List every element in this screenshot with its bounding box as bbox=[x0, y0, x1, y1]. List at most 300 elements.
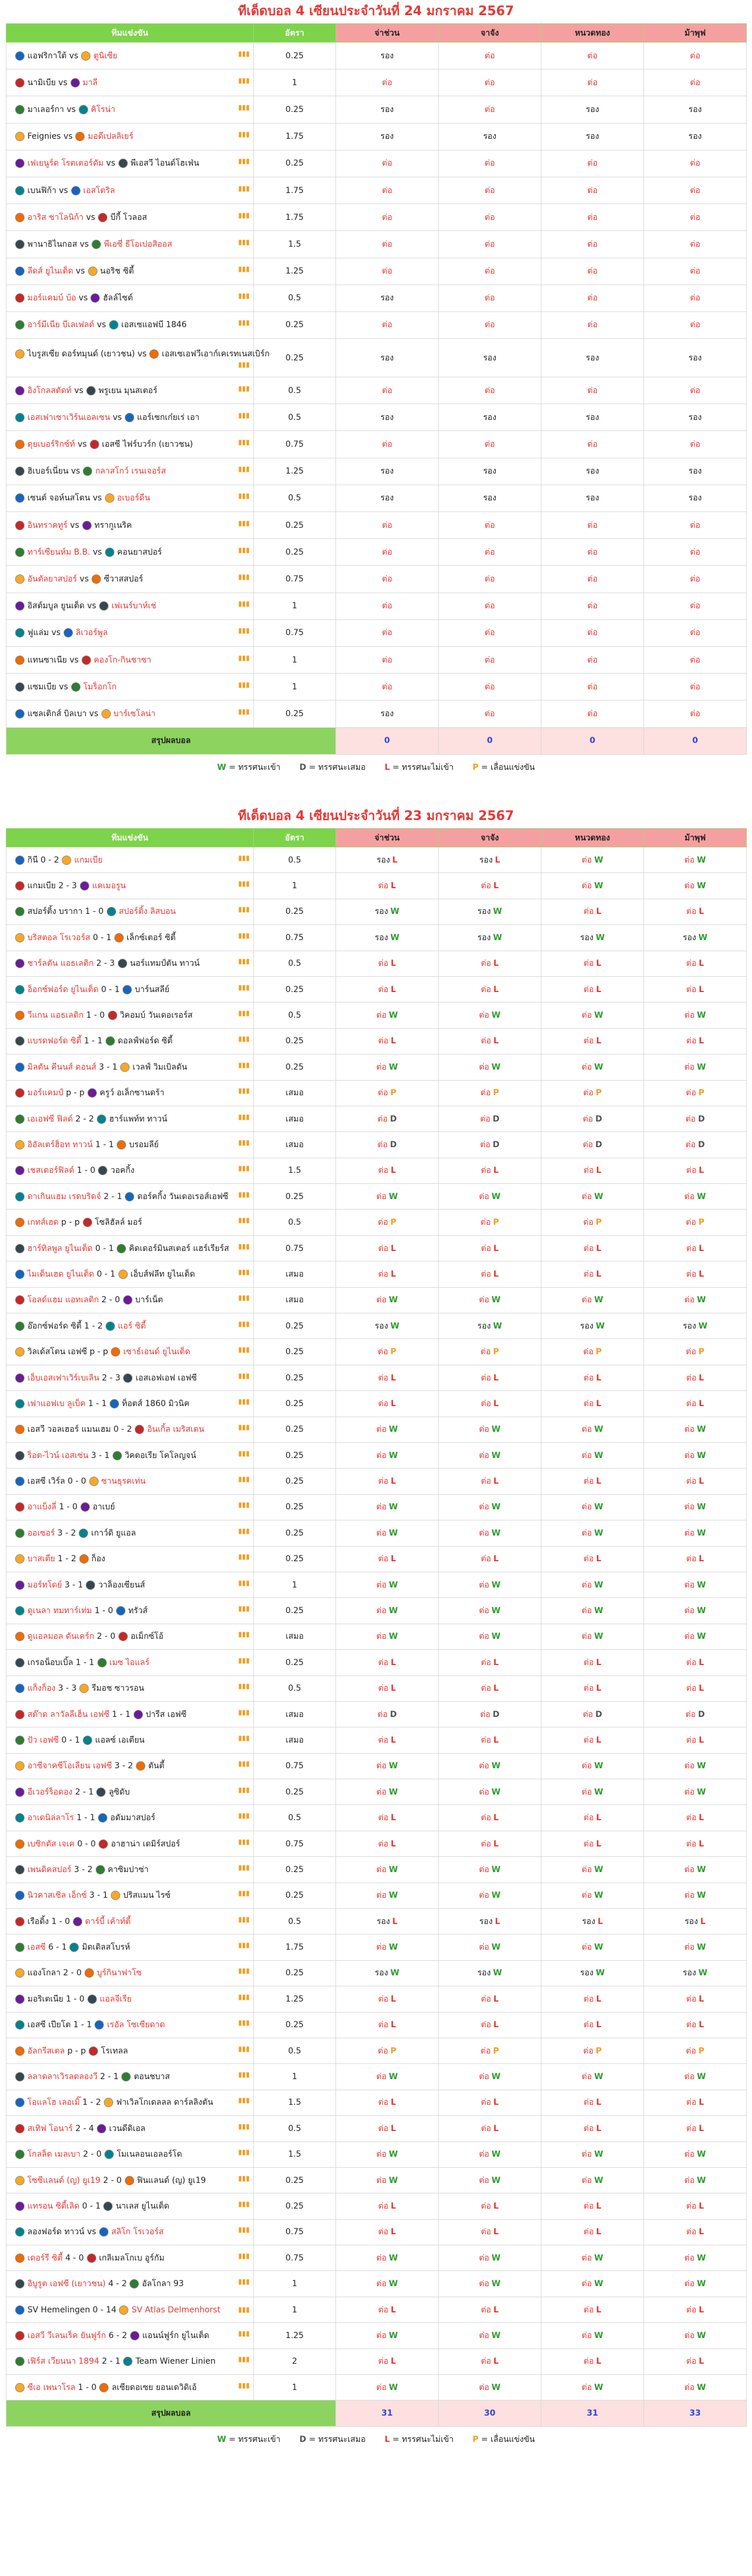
home-team[interactable]: บาสเตีย bbox=[27, 1554, 55, 1564]
stats-chart-icon[interactable]: ▮▮▮ bbox=[238, 1889, 250, 1898]
tip-side: ต่อ bbox=[587, 440, 598, 450]
tip-cell bbox=[336, 1417, 439, 1442]
stats-chart-icon[interactable]: ▮▮▮ bbox=[238, 76, 250, 85]
home-team[interactable]: มอริเตเนีย bbox=[27, 1994, 64, 2004]
away-team[interactable]: มอดีเปลลิเยร์ bbox=[88, 132, 134, 142]
home-team[interactable]: พานาธิไนกอส bbox=[27, 239, 78, 249]
away-team[interactable]: บูร์กินาฟาโซ bbox=[96, 1968, 142, 1978]
stats-chart-icon[interactable]: ▮▮▮ bbox=[238, 1915, 250, 1923]
away-team[interactable]: เล็กซ์เตอร์ ซิตี้ bbox=[126, 933, 176, 942]
home-team[interactable]: อาริส ซาโลนิก้า bbox=[27, 212, 84, 222]
stats-chart-icon[interactable]: ▮▮▮ bbox=[238, 1656, 250, 1664]
stats-chart-icon[interactable]: ▮▮▮ bbox=[238, 1216, 250, 1225]
home-team[interactable]: ซีเอ เพนาโรล bbox=[27, 2382, 76, 2392]
away-team[interactable]: ฟาเวิลโกเดลลล ดาร์ลลิงตัน bbox=[116, 2098, 214, 2108]
stats-chart-icon[interactable]: ▮▮▮ bbox=[238, 211, 250, 219]
stats-chart-icon[interactable]: ▮▮▮ bbox=[238, 2174, 250, 2182]
away-team[interactable]: คอนยาสปอร์ bbox=[117, 547, 162, 557]
away-team[interactable]: ก็อง bbox=[91, 1554, 106, 1564]
home-team[interactable]: เอสวี วีเลนเร็ค ยันฟูร์ก bbox=[27, 2330, 106, 2340]
away-team[interactable]: เอสซี ไฟร์บวร์ก (เยาวชน) bbox=[102, 440, 193, 450]
away-badge-icon bbox=[118, 1270, 128, 1279]
home-team[interactable]: เฟาแอฟเบ ลูเบ็ค bbox=[27, 1399, 86, 1408]
away-team[interactable]: สลิโก โรเวอร์ส bbox=[111, 2227, 164, 2237]
home-team[interactable]: นิวคาสเซิล เอ็กซ์ bbox=[27, 1891, 87, 1901]
home-team[interactable]: สต๊าด ลาวัลลีเฮ็น เอฟซี bbox=[27, 1709, 110, 1719]
home-team[interactable]: นามิเบีย bbox=[27, 78, 56, 87]
away-team[interactable]: อัลโกลา 93 bbox=[142, 2279, 184, 2289]
away-team[interactable]: แอลซ์ เอเตียน bbox=[95, 1735, 145, 1745]
home-team[interactable]: วีแกน แอธเลติก bbox=[27, 1011, 84, 1021]
tip-cell bbox=[644, 899, 747, 924]
away-team[interactable]: บาร์เซโลน่า bbox=[113, 709, 156, 719]
stats-chart-icon[interactable]: ▮▮▮ bbox=[238, 2277, 250, 2286]
tip-side: ต่อ bbox=[479, 1450, 489, 1460]
away-team[interactable]: วิคตอเรีย โคโลญจน์ bbox=[124, 1450, 197, 1460]
stats-chart-icon[interactable]: ▮▮▮ bbox=[238, 1501, 250, 1509]
home-team[interactable]: เบซิกตัส เจเค bbox=[27, 1839, 75, 1849]
tip-result: L bbox=[390, 1813, 396, 1823]
away-team[interactable]: บีกี้ โวลอส bbox=[110, 212, 147, 222]
score: 1 - 1 bbox=[111, 1709, 131, 1719]
tip-side: ต่อ bbox=[686, 1684, 697, 1694]
away-team[interactable]: เกลิเมลโกเบ อูร์กัม bbox=[99, 2253, 165, 2263]
stats-chart-icon[interactable]: ▮▮▮ bbox=[238, 1630, 250, 1639]
away-team[interactable]: แกมเบีย bbox=[74, 855, 103, 865]
rate-cell: 2 bbox=[254, 2349, 336, 2374]
home-team[interactable]: ดูแอลมอล ดันเคร์ก bbox=[27, 1632, 95, 1642]
rate-cell: 0.5 bbox=[254, 1003, 336, 1028]
away-team[interactable]: แอร์ ซิตี้ bbox=[118, 1321, 146, 1331]
tip-cell bbox=[541, 1054, 644, 1080]
away-badge-icon bbox=[98, 1813, 107, 1823]
home-team[interactable]: วิลเด้สโตน เอฟซี bbox=[27, 1347, 88, 1357]
tip-result: W bbox=[594, 1632, 603, 1642]
away-team[interactable]: คาซิมปาซ่า bbox=[107, 1864, 149, 1874]
match-cell bbox=[6, 700, 254, 727]
away-team[interactable]: ลเซียดอเซย ยอนเดวิดิเอ้ bbox=[111, 2382, 197, 2392]
home-team[interactable]: สปอร์ติ้ง บรากา bbox=[27, 907, 83, 917]
stats-chart-icon[interactable]: ▮▮▮ bbox=[238, 2044, 250, 2053]
stats-chart-icon[interactable]: ▮▮▮ bbox=[238, 2329, 250, 2337]
stats-chart-icon[interactable]: ▮▮▮ bbox=[238, 957, 250, 966]
away-team[interactable]: คองโก-กินชาซา bbox=[93, 655, 152, 665]
away-team[interactable]: ตันตี้ bbox=[148, 1761, 165, 1771]
stats-chart-icon[interactable]: ▮▮▮ bbox=[238, 318, 250, 327]
away-team[interactable]: ดาร์บี้ เค้าท์ตี้ bbox=[85, 1916, 131, 1926]
away-team[interactable]: วาล็องเซียนส์ bbox=[98, 1580, 145, 1590]
tip-side: ต่อ bbox=[481, 881, 491, 891]
away-team[interactable]: ตอนชบาส bbox=[134, 2072, 170, 2082]
away-team[interactable]: พรูเยน มุนสเตอร์ bbox=[98, 385, 158, 395]
home-team[interactable]: มิลตัน คีนนส์ ดอนส์ bbox=[27, 1062, 97, 1072]
tip-cell bbox=[336, 404, 439, 431]
stats-chart-icon[interactable]: ▮▮▮ bbox=[238, 2381, 250, 2389]
home-team[interactable]: สเทิฟ โอนาร์ bbox=[27, 2123, 73, 2133]
stats-chart-icon[interactable]: ▮▮▮ bbox=[238, 983, 250, 991]
away-team[interactable]: บรอมลีย์ bbox=[129, 1140, 159, 1149]
stats-chart-icon[interactable]: ▮▮▮ bbox=[238, 1397, 250, 1406]
home-team[interactable]: แซลเติกส์ บิลเบา bbox=[27, 709, 87, 719]
tip-side: รอง bbox=[375, 1968, 389, 1978]
home-team[interactable]: มาเลอร์กา bbox=[27, 104, 64, 114]
home-team[interactable]: เชสเตอร์ฟิลด์ bbox=[27, 1166, 75, 1176]
home-team[interactable]: อาแบ็งลี่ bbox=[27, 1502, 57, 1512]
away-team[interactable]: ปริสแมน ไรซ์ bbox=[123, 1891, 171, 1901]
away-team[interactable]: เมซ ไอแลร์ bbox=[109, 1657, 150, 1667]
stats-chart-icon[interactable]: ▮▮▮ bbox=[238, 879, 250, 888]
tip-cell bbox=[336, 899, 439, 924]
stats-chart-icon[interactable]: ▮▮▮ bbox=[238, 1009, 250, 1018]
away-team[interactable]: SV Atlas Delmenhorst bbox=[131, 2305, 221, 2315]
stats-chart-icon[interactable]: ▮▮▮ bbox=[238, 1371, 250, 1380]
away-team[interactable]: ดอลฟ์ฟอร์ด ซิตี้ bbox=[117, 1036, 173, 1046]
home-team[interactable]: มอร์ทโดย์ bbox=[27, 1580, 62, 1590]
away-team[interactable]: โมร็อกโก bbox=[83, 682, 117, 692]
away-team[interactable]: พีเอสวี ไอนด์โฮเฟ่น bbox=[130, 159, 200, 169]
stats-chart-icon[interactable]: ▮▮▮ bbox=[238, 545, 250, 554]
home-team[interactable]: ดูเนลา ทมทาร์เท่ม bbox=[27, 1606, 92, 1616]
away-team[interactable]: แอนน์ฟูร์ก ยูไนเต็ด bbox=[142, 2330, 209, 2340]
home-team[interactable]: ลลาดลาเวิรลตลองวี bbox=[27, 2072, 98, 2082]
home-team[interactable]: อิบูรูต เอฟซี (เยาวชน) bbox=[27, 2279, 106, 2289]
home-team[interactable]: เอสเฟาเซาเวิร์นเอลเซน bbox=[27, 412, 110, 422]
stats-chart-icon[interactable]: ▮▮▮ bbox=[238, 384, 250, 392]
away-team[interactable]: โซลิฮัลล์ มอร์ bbox=[95, 1218, 142, 1228]
away-team[interactable]: รีมอช ซาวรอน bbox=[92, 1684, 145, 1694]
home-team[interactable]: เรือดิ้ง bbox=[27, 1916, 49, 1926]
home-team[interactable]: อาร์มีเนีย บีเลเฟลด์ bbox=[27, 320, 95, 330]
away-badge-icon bbox=[92, 240, 101, 249]
away-team[interactable]: มิดเดิลสโบรห์ bbox=[82, 1943, 130, 1953]
legend-postponed-text: = เลื่อนแข่งขัน bbox=[481, 2434, 535, 2444]
stats-chart-icon[interactable]: ▮▮▮ bbox=[238, 600, 250, 608]
home-team[interactable]: โอแลโฮ เลอเมิ๊ bbox=[27, 2098, 80, 2108]
home-team[interactable]: เพนดิคสปอร์ bbox=[27, 1864, 72, 1874]
stats-chart-icon[interactable]: ▮▮▮ bbox=[238, 411, 250, 419]
tip-cell bbox=[439, 1442, 541, 1468]
home-team[interactable]: เอสซี เปียโต bbox=[27, 2020, 71, 2030]
stats-chart-icon[interactable]: ▮▮▮ bbox=[238, 360, 250, 369]
stats-chart-icon[interactable]: ▮▮▮ bbox=[238, 626, 250, 635]
away-team[interactable]: คิดเดอร์มินสเตอร์ แฮร์เรียร์ส bbox=[129, 1243, 229, 1253]
stats-chart-icon[interactable]: ▮▮▮ bbox=[238, 2200, 250, 2208]
away-team[interactable]: แคเมอรูน bbox=[92, 881, 126, 891]
home-team[interactable]: แบรดฟอร์ด ซิตี้ bbox=[27, 1036, 82, 1046]
away-team[interactable]: วอคกิ้ง bbox=[110, 1166, 135, 1176]
stats-chart-icon[interactable]: ▮▮▮ bbox=[238, 1423, 250, 1432]
home-team[interactable]: อันตัลยาสปอร์ bbox=[27, 574, 78, 584]
away-team[interactable]: ตูนิเซีย bbox=[93, 51, 118, 61]
away-team[interactable]: แอลจีเรีย bbox=[99, 1994, 132, 2004]
away-badge-icon bbox=[90, 293, 100, 303]
stats-chart-icon[interactable]: ▮▮▮ bbox=[238, 1190, 250, 1198]
away-team[interactable]: มาลี bbox=[82, 78, 98, 87]
stats-chart-icon[interactable]: ▮▮▮ bbox=[238, 2305, 250, 2314]
away-team[interactable]: เวลฟ์ วิมเบิลดัน bbox=[132, 1062, 187, 1072]
away-team[interactable]: เกาว์ดิ ยูแอล bbox=[91, 1528, 137, 1538]
away-team[interactable]: อดัมมาสปอร์ bbox=[110, 1813, 156, 1823]
table-row bbox=[6, 204, 747, 231]
away-team[interactable]: ฮาร์แพท์ท ทาวน์ bbox=[109, 1114, 167, 1124]
stats-chart-icon[interactable]: ▮▮▮ bbox=[238, 572, 250, 581]
stats-chart-icon[interactable]: ▮▮▮ bbox=[238, 1552, 250, 1561]
tip-side: ต่อ bbox=[583, 1347, 594, 1357]
summary-label: สรุปผลบอล bbox=[6, 727, 336, 754]
stats-chart-icon[interactable]: ▮▮▮ bbox=[238, 1837, 250, 1846]
home-team[interactable]: อัลกรีสเตล bbox=[27, 2046, 65, 2056]
home-team[interactable]: ปัว เอฟซี bbox=[27, 1735, 59, 1745]
home-team[interactable]: อาซีจาคซีโอเลียน เอฟซี bbox=[27, 1761, 112, 1771]
col-tipster-3: หนวดทอง bbox=[541, 829, 644, 847]
away-team[interactable]: คิโรน่า bbox=[90, 104, 116, 114]
stats-chart-icon[interactable]: ▮▮▮ bbox=[238, 853, 250, 862]
away-team[interactable]: อาเบย์ bbox=[92, 1502, 115, 1512]
stats-chart-icon[interactable]: ▮▮▮ bbox=[238, 1319, 250, 1328]
away-team[interactable]: ลิเวอร์พูล bbox=[75, 628, 108, 638]
tip-cell bbox=[644, 2142, 747, 2167]
home-team[interactable]: SV Hemelingen bbox=[27, 2305, 90, 2315]
tip-result: W bbox=[389, 2175, 398, 2185]
home-badge-icon bbox=[15, 1295, 25, 1305]
away-team[interactable]: โมเนลอนเอลอร์โด bbox=[117, 2150, 183, 2160]
rate-cell: 0.5 bbox=[254, 404, 336, 431]
home-team[interactable]: เอเอฟซี ฟิลด์ bbox=[27, 1114, 73, 1124]
home-team[interactable]: เอสซี เวิร์ล bbox=[27, 1477, 65, 1487]
home-team[interactable]: แก็งก็อง bbox=[27, 1684, 56, 1694]
stats-chart-icon[interactable]: ▮▮▮ bbox=[238, 518, 250, 527]
home-team[interactable]: แซมเบีย bbox=[27, 682, 57, 692]
home-team[interactable]: แอฟริกาใต้ bbox=[27, 51, 67, 61]
tip-side: ต่อ bbox=[583, 1657, 594, 1667]
home-team[interactable]: ดาเกินแฮม เรดบริดจ์ bbox=[27, 1191, 102, 1201]
home-team[interactable]: เกรอน็อบเบิ้ล bbox=[27, 1657, 74, 1667]
stats-chart-icon[interactable]: ▮▮▮ bbox=[238, 1604, 250, 1613]
stats-chart-icon[interactable]: ▮▮▮ bbox=[238, 2096, 250, 2105]
away-team[interactable]: นอริช ซิตี้ bbox=[100, 267, 134, 276]
away-team[interactable]: อเม็กซ์โอ้ bbox=[130, 1632, 164, 1642]
tip-result: W bbox=[697, 1761, 706, 1771]
tip-side: ต่อ bbox=[686, 1839, 697, 1849]
home-team[interactable]: อิอัลเตร์ฮ็อท ทาวน์ bbox=[27, 1140, 93, 1149]
stats-chart-icon[interactable]: ▮▮▮ bbox=[238, 265, 250, 274]
away-team[interactable]: ปารีส เอฟซี bbox=[145, 1709, 187, 1719]
tip-cell bbox=[439, 1261, 541, 1287]
away-team[interactable]: เวนดีดิเอล bbox=[109, 2123, 146, 2133]
away-team[interactable]: ทรากูเนริค bbox=[94, 520, 132, 530]
home-team[interactable]: อิงโกลสตัดท์ bbox=[27, 385, 72, 395]
home-team[interactable]: บริสตอล โรเวอร์ส bbox=[27, 933, 90, 942]
home-team[interactable]: อิสต์มบูล ยูนเต็ด bbox=[27, 601, 85, 611]
stats-chart-icon[interactable]: ▮▮▮ bbox=[238, 157, 250, 166]
away-team[interactable]: ท็อตส์ 1860 มิวนิค bbox=[121, 1399, 190, 1408]
stats-chart-icon[interactable]: ▮▮▮ bbox=[238, 465, 250, 474]
tip-cell bbox=[439, 566, 541, 593]
home-team[interactable]: เอสซี bbox=[27, 1943, 46, 1953]
home-team[interactable]: ฟูแล่ม bbox=[27, 628, 49, 638]
stats-chart-icon[interactable]: ▮▮▮ bbox=[238, 2018, 250, 2027]
home-team[interactable]: ร็อต-ไวน์ เอสเซ่น bbox=[27, 1450, 89, 1460]
stats-chart-icon[interactable]: ▮▮▮ bbox=[238, 1060, 250, 1069]
stats-chart-icon[interactable]: ▮▮▮ bbox=[238, 184, 250, 192]
away-team[interactable]: ฟินแลนด์ (ญ) ยูเ19 bbox=[137, 2175, 206, 2185]
tip-result: L bbox=[698, 2305, 704, 2315]
away-team[interactable]: พีเอซี่ ธีโอเปอสิออส bbox=[104, 239, 172, 249]
stats-chart-icon[interactable]: ▮▮▮ bbox=[238, 1733, 250, 1742]
away-team[interactable]: สปอร์ติ้ง ลิสบอน bbox=[118, 907, 176, 917]
away-team[interactable]: ฮัลล์ไซต์ bbox=[103, 293, 133, 303]
away-team[interactable]: ดอร์คกิ้ง วันเดอเรอส์เอฟซี bbox=[137, 1191, 229, 1201]
home-team[interactable]: เอสวี วอลเฮอร์ แมนเฮม bbox=[27, 1425, 111, 1435]
stats-chart-icon[interactable]: ▮▮▮ bbox=[238, 1112, 250, 1121]
away-team[interactable]: ซานธุรคเท่น bbox=[101, 1477, 146, 1487]
home-team[interactable]: แองโกลา bbox=[27, 1968, 61, 1978]
away-team[interactable]: กลาสโกว์ เรนเจอร์ส bbox=[95, 467, 166, 476]
away-team[interactable]: เอสเซเอฟวีเอาก์เคเรทเนสเบิร์ก bbox=[162, 349, 270, 359]
home-team[interactable]: Feignies bbox=[27, 132, 61, 142]
home-team[interactable]: โซซีแลนด์ (ญ) ยูเ19 bbox=[27, 2175, 101, 2185]
stats-chart-icon[interactable]: ▮▮▮ bbox=[238, 905, 250, 914]
stats-chart-icon[interactable]: ▮▮▮ bbox=[238, 2148, 250, 2157]
home-team[interactable]: กินี bbox=[27, 855, 39, 865]
home-team[interactable]: ไบรูสเซีย ดอร์ทมุนด์ (เยาวชน) bbox=[27, 349, 135, 359]
match-cell bbox=[6, 1132, 254, 1158]
home-team[interactable]: เอ็บเอสเฟาเวิร์เบเลิน bbox=[27, 1373, 100, 1383]
home-team[interactable]: เฟิร์ส เวียนนา 1894 bbox=[27, 2357, 100, 2367]
away-team[interactable]: เรอัล โซเซียดาด bbox=[107, 2020, 165, 2030]
stats-chart-icon[interactable]: ▮▮▮ bbox=[238, 680, 250, 689]
home-team[interactable]: แกมเบีย bbox=[27, 881, 56, 891]
away-team[interactable]: วิคอมบ์ วันเดอเรอร์ส bbox=[120, 1011, 193, 1021]
home-team[interactable]: ออเซอร์ bbox=[27, 1528, 55, 1538]
home-team[interactable]: ฮิเบอร์เนี่ยน bbox=[27, 467, 69, 476]
away-team[interactable]: อินเกิ้ล เมริสเตน bbox=[147, 1425, 205, 1435]
stats-chart-icon[interactable]: ▮▮▮ bbox=[238, 1992, 250, 2001]
home-team[interactable]: แทนซาเนีย bbox=[27, 655, 67, 665]
away-team[interactable]: เอ็บส์ฟลีท ยูไนเต็ด bbox=[130, 1269, 195, 1279]
away-team[interactable]: อเบอร์ดีน bbox=[117, 493, 151, 503]
away-team[interactable]: เอสโตริล bbox=[83, 185, 115, 195]
stats-chart-icon[interactable]: ▮▮▮ bbox=[238, 1785, 250, 1794]
away-team[interactable]: บาร์นสลีย์ bbox=[135, 984, 170, 994]
home-team[interactable]: อินทราคทูร์ bbox=[27, 520, 68, 530]
stats-chart-icon[interactable]: ▮▮▮ bbox=[238, 292, 250, 300]
stats-chart-icon[interactable]: ▮▮▮ bbox=[238, 1475, 250, 1484]
stats-chart-icon[interactable]: ▮▮▮ bbox=[238, 1863, 250, 1871]
stats-chart-icon[interactable]: ▮▮▮ bbox=[238, 2355, 250, 2364]
home-team[interactable]: เกทส์เฮด bbox=[27, 1218, 59, 1228]
stats-chart-icon[interactable]: ▮▮▮ bbox=[238, 653, 250, 662]
stats-chart-icon[interactable]: ▮▮▮ bbox=[238, 1682, 250, 1691]
away-team[interactable]: นอร์แทมป์ตัน ทาวน์ bbox=[130, 959, 200, 969]
stats-chart-icon[interactable]: ▮▮▮ bbox=[238, 1345, 250, 1354]
tip-cell bbox=[439, 700, 541, 727]
home-team[interactable]: เฟเยนูร์ด โรตเตอร์ดัม bbox=[27, 159, 104, 169]
tip-result: D bbox=[492, 1709, 500, 1719]
tip-cell bbox=[541, 2323, 644, 2349]
home-team[interactable]: โกลล็ด เมลเบา bbox=[27, 2150, 81, 2160]
stats-chart-icon[interactable]: ▮▮▮ bbox=[238, 2070, 250, 2079]
stats-chart-icon[interactable]: ▮▮▮ bbox=[238, 1449, 250, 1457]
away-team[interactable]: เอสเอฟเอฟ เอฟซี bbox=[135, 1373, 197, 1383]
home-team[interactable]: อีเวอร์ร็อดอง bbox=[27, 1787, 73, 1797]
stats-chart-icon[interactable]: ▮▮▮ bbox=[238, 1760, 250, 1768]
stats-chart-icon[interactable]: ▮▮▮ bbox=[238, 1164, 250, 1173]
stats-chart-icon[interactable]: ▮▮▮ bbox=[238, 1578, 250, 1587]
stats-chart-icon[interactable]: ▮▮▮ bbox=[238, 1138, 250, 1147]
home-team[interactable]: เซนต์ จอห์นสโตน bbox=[27, 493, 90, 503]
stats-chart-icon[interactable]: ▮▮▮ bbox=[238, 130, 250, 139]
away-team[interactable]: บาร์เน็ต bbox=[135, 1295, 163, 1305]
stats-chart-icon[interactable]: ▮▮▮ bbox=[238, 1242, 250, 1250]
stats-chart-icon[interactable]: ▮▮▮ bbox=[238, 931, 250, 940]
away-team[interactable]: เอสเซแอฟบี 1846 bbox=[121, 320, 187, 330]
stats-chart-icon[interactable]: ▮▮▮ bbox=[238, 2225, 250, 2234]
stats-chart-icon[interactable]: ▮▮▮ bbox=[238, 1708, 250, 1716]
home-team[interactable]: มอร์แคมบ์ บ้อ bbox=[27, 293, 76, 303]
stats-chart-icon[interactable]: ▮▮▮ bbox=[238, 103, 250, 111]
stats-chart-icon[interactable]: ▮▮▮ bbox=[238, 237, 250, 246]
stats-chart-icon[interactable]: ▮▮▮ bbox=[238, 2122, 250, 2130]
away-team[interactable]: อาฮาน่า เดมิร์สปอร์ bbox=[111, 1839, 180, 1849]
stats-chart-icon[interactable]: ▮▮▮ bbox=[238, 2251, 250, 2260]
home-team[interactable]: มอร์แคมป์ bbox=[27, 1088, 64, 1098]
stats-chart-icon[interactable]: ▮▮▮ bbox=[238, 1526, 250, 1535]
stats-chart-icon[interactable]: ▮▮▮ bbox=[238, 1294, 250, 1302]
home-team[interactable]: ชาร์ลตัน แอธเลติก bbox=[27, 959, 94, 969]
stats-chart-icon[interactable]: ▮▮▮ bbox=[238, 1267, 250, 1276]
away-team[interactable]: เซาธ์เอนด์ ยูไนเต็ด bbox=[123, 1347, 191, 1357]
away-team[interactable]: โรเทลล bbox=[101, 2046, 128, 2056]
away-team[interactable]: ครูว์ อเล็กซานดร้า bbox=[99, 1088, 165, 1098]
away-team[interactable]: ลูซิดับ bbox=[109, 1787, 130, 1797]
table-row bbox=[6, 700, 747, 727]
stats-chart-icon[interactable]: ▮▮▮ bbox=[238, 1811, 250, 1820]
away-team[interactable]: นาเลส ยูไนเต็ด bbox=[116, 2202, 170, 2211]
tip-cell bbox=[644, 1831, 747, 1856]
stats-chart-icon[interactable]: ▮▮▮ bbox=[238, 1087, 250, 1095]
home-team[interactable]: ฮาร์ทิลพูล ยูไนเต็ด bbox=[27, 1243, 93, 1253]
stats-chart-icon[interactable]: ▮▮▮ bbox=[238, 49, 250, 58]
away-team[interactable]: ซีวาสสปอร์ bbox=[104, 574, 144, 584]
tip-side: ต่อ bbox=[378, 1657, 389, 1667]
away-team[interactable]: Team Wiener Linien bbox=[135, 2357, 216, 2367]
stats-chart-icon[interactable]: ▮▮▮ bbox=[238, 1035, 250, 1043]
home-team[interactable]: เดอร์รี ซิตี้ bbox=[27, 2253, 63, 2263]
away-team[interactable]: ทรัวส์ bbox=[128, 1606, 148, 1616]
home-team[interactable]: ลีดส์ ยูไนเต็ด bbox=[27, 267, 74, 276]
home-team[interactable]: อาเดนิล่ลาโร bbox=[27, 1813, 74, 1823]
stats-chart-icon[interactable]: ▮▮▮ bbox=[238, 1941, 250, 1950]
home-team[interactable]: ทาร์เซียนห์ม B.B. bbox=[27, 547, 90, 557]
stats-chart-icon[interactable]: ▮▮▮ bbox=[238, 707, 250, 716]
results-table bbox=[6, 828, 747, 2427]
stats-chart-icon[interactable]: ▮▮▮ bbox=[238, 1967, 250, 1975]
home-team[interactable]: โอลด์แฮม แอทเลติก bbox=[27, 1295, 99, 1305]
table-row bbox=[6, 485, 747, 511]
home-team[interactable]: แทรอน ซิตี้เลิด bbox=[27, 2202, 80, 2211]
home-team[interactable]: เบนฟิก้า bbox=[27, 185, 57, 195]
home-team[interactable]: ไมเด็นเฮด ยูไนเต็ด bbox=[27, 1269, 95, 1279]
away-team[interactable]: แอร์เซกเก๋ยเร่ เอา bbox=[137, 412, 200, 422]
home-team[interactable]: อ๊อกซ์ฟอร์ด ซิตี้ bbox=[27, 1321, 82, 1331]
home-team[interactable]: ดุยเบอร์ริกซ์ท์ bbox=[27, 440, 75, 450]
home-team[interactable]: อ็อกซ์ฟอร์ด ยูไนเต็ด bbox=[27, 984, 99, 994]
away-team[interactable]: เฟเนร์บาห์เช่ bbox=[111, 601, 156, 611]
home-team[interactable]: ลองฟอร์ด ทาวน์ bbox=[27, 2227, 85, 2237]
stats-chart-icon[interactable]: ▮▮▮ bbox=[238, 492, 250, 500]
stats-chart-icon[interactable]: ▮▮▮ bbox=[238, 438, 250, 447]
